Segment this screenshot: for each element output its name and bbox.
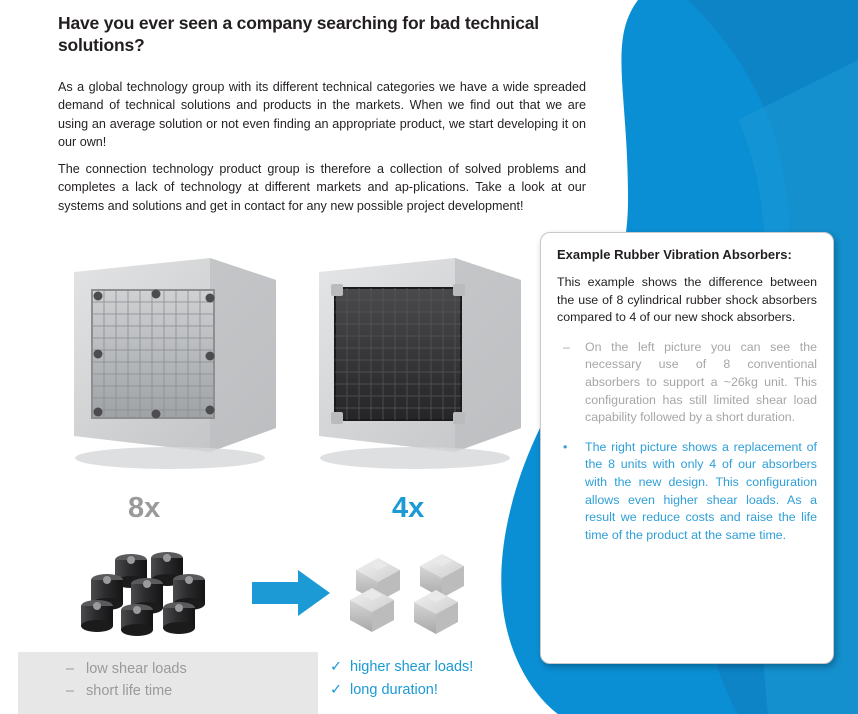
- list-item-label: long duration!: [350, 681, 438, 698]
- list-item: [330, 656, 560, 679]
- bullet-dot-icon: •: [563, 439, 568, 454]
- figure-right-assembly: [305, 250, 535, 485]
- list-item: [66, 658, 316, 680]
- figure-new-absorbers: [348, 548, 508, 638]
- callout-bullet-text: On the left picture you can see the necessary use of 8 conventional absorbers to support a ~26kg unit. This configuration has still limited shear load capability followed by a short duration.: [585, 339, 817, 425]
- example-callout-box: [540, 232, 834, 664]
- check-icon: ✓: [330, 681, 343, 698]
- left-white-strip: [0, 0, 18, 714]
- blue-right-arrow-icon: [252, 568, 332, 618]
- callout-bullet-text: The right picture shows a replacement of the 8 units with only 4 of our absorbers with the new design. This configuration allows even higher shear loads. As a result we reduce costs and raise the life time of the product at the same time.: [585, 439, 817, 542]
- callout-title: Example Rubber Vibration Absorbers:: [557, 247, 792, 262]
- label-count-right: 4x: [392, 492, 425, 524]
- dash-marker: –: [66, 661, 75, 677]
- intro-paragraph-1: As a global technology group with its different technical categories we have a wide spreaded demand of technical solutions and products in the markets. When we find out that we are using an average solution or not even finding an appropriate product, we start developing it on our own!: [58, 80, 586, 149]
- check-icon: ✓: [330, 659, 343, 675]
- list-item-label: low shear loads: [86, 661, 187, 677]
- page-title: Have you ever seen a company searching for bad technical solutions?: [58, 13, 539, 56]
- callout-bullet-list: [557, 339, 817, 545]
- callout-intro: This example shows the difference between the use of 8 cylindrical rubber shock absorbers compared to 4 of our new shock absorbers.: [557, 275, 817, 325]
- label-count-left: 8x: [128, 492, 161, 524]
- figure-left-assembly: [60, 250, 290, 485]
- list-item-label: higher shear loads!: [350, 659, 474, 675]
- list-item: [66, 680, 316, 702]
- figure-cylindrical-absorbers: [75, 548, 245, 638]
- dash-marker: –: [563, 339, 570, 354]
- callout-bullet-item: [557, 339, 817, 427]
- benefits-list: [330, 656, 560, 702]
- intro-paragraph-2: The connection technology product group is therefore a collection of solved problems and completes a lack of technology at different markets and ap-plications. Take a look at our systems and solutions and get in contact for any new possible project development!: [58, 162, 586, 213]
- list-item-label: short life time: [86, 683, 173, 700]
- dash-marker: –: [66, 683, 75, 700]
- list-item: [330, 679, 560, 702]
- drawbacks-list: [66, 658, 316, 703]
- callout-bullet-item: [557, 439, 817, 545]
